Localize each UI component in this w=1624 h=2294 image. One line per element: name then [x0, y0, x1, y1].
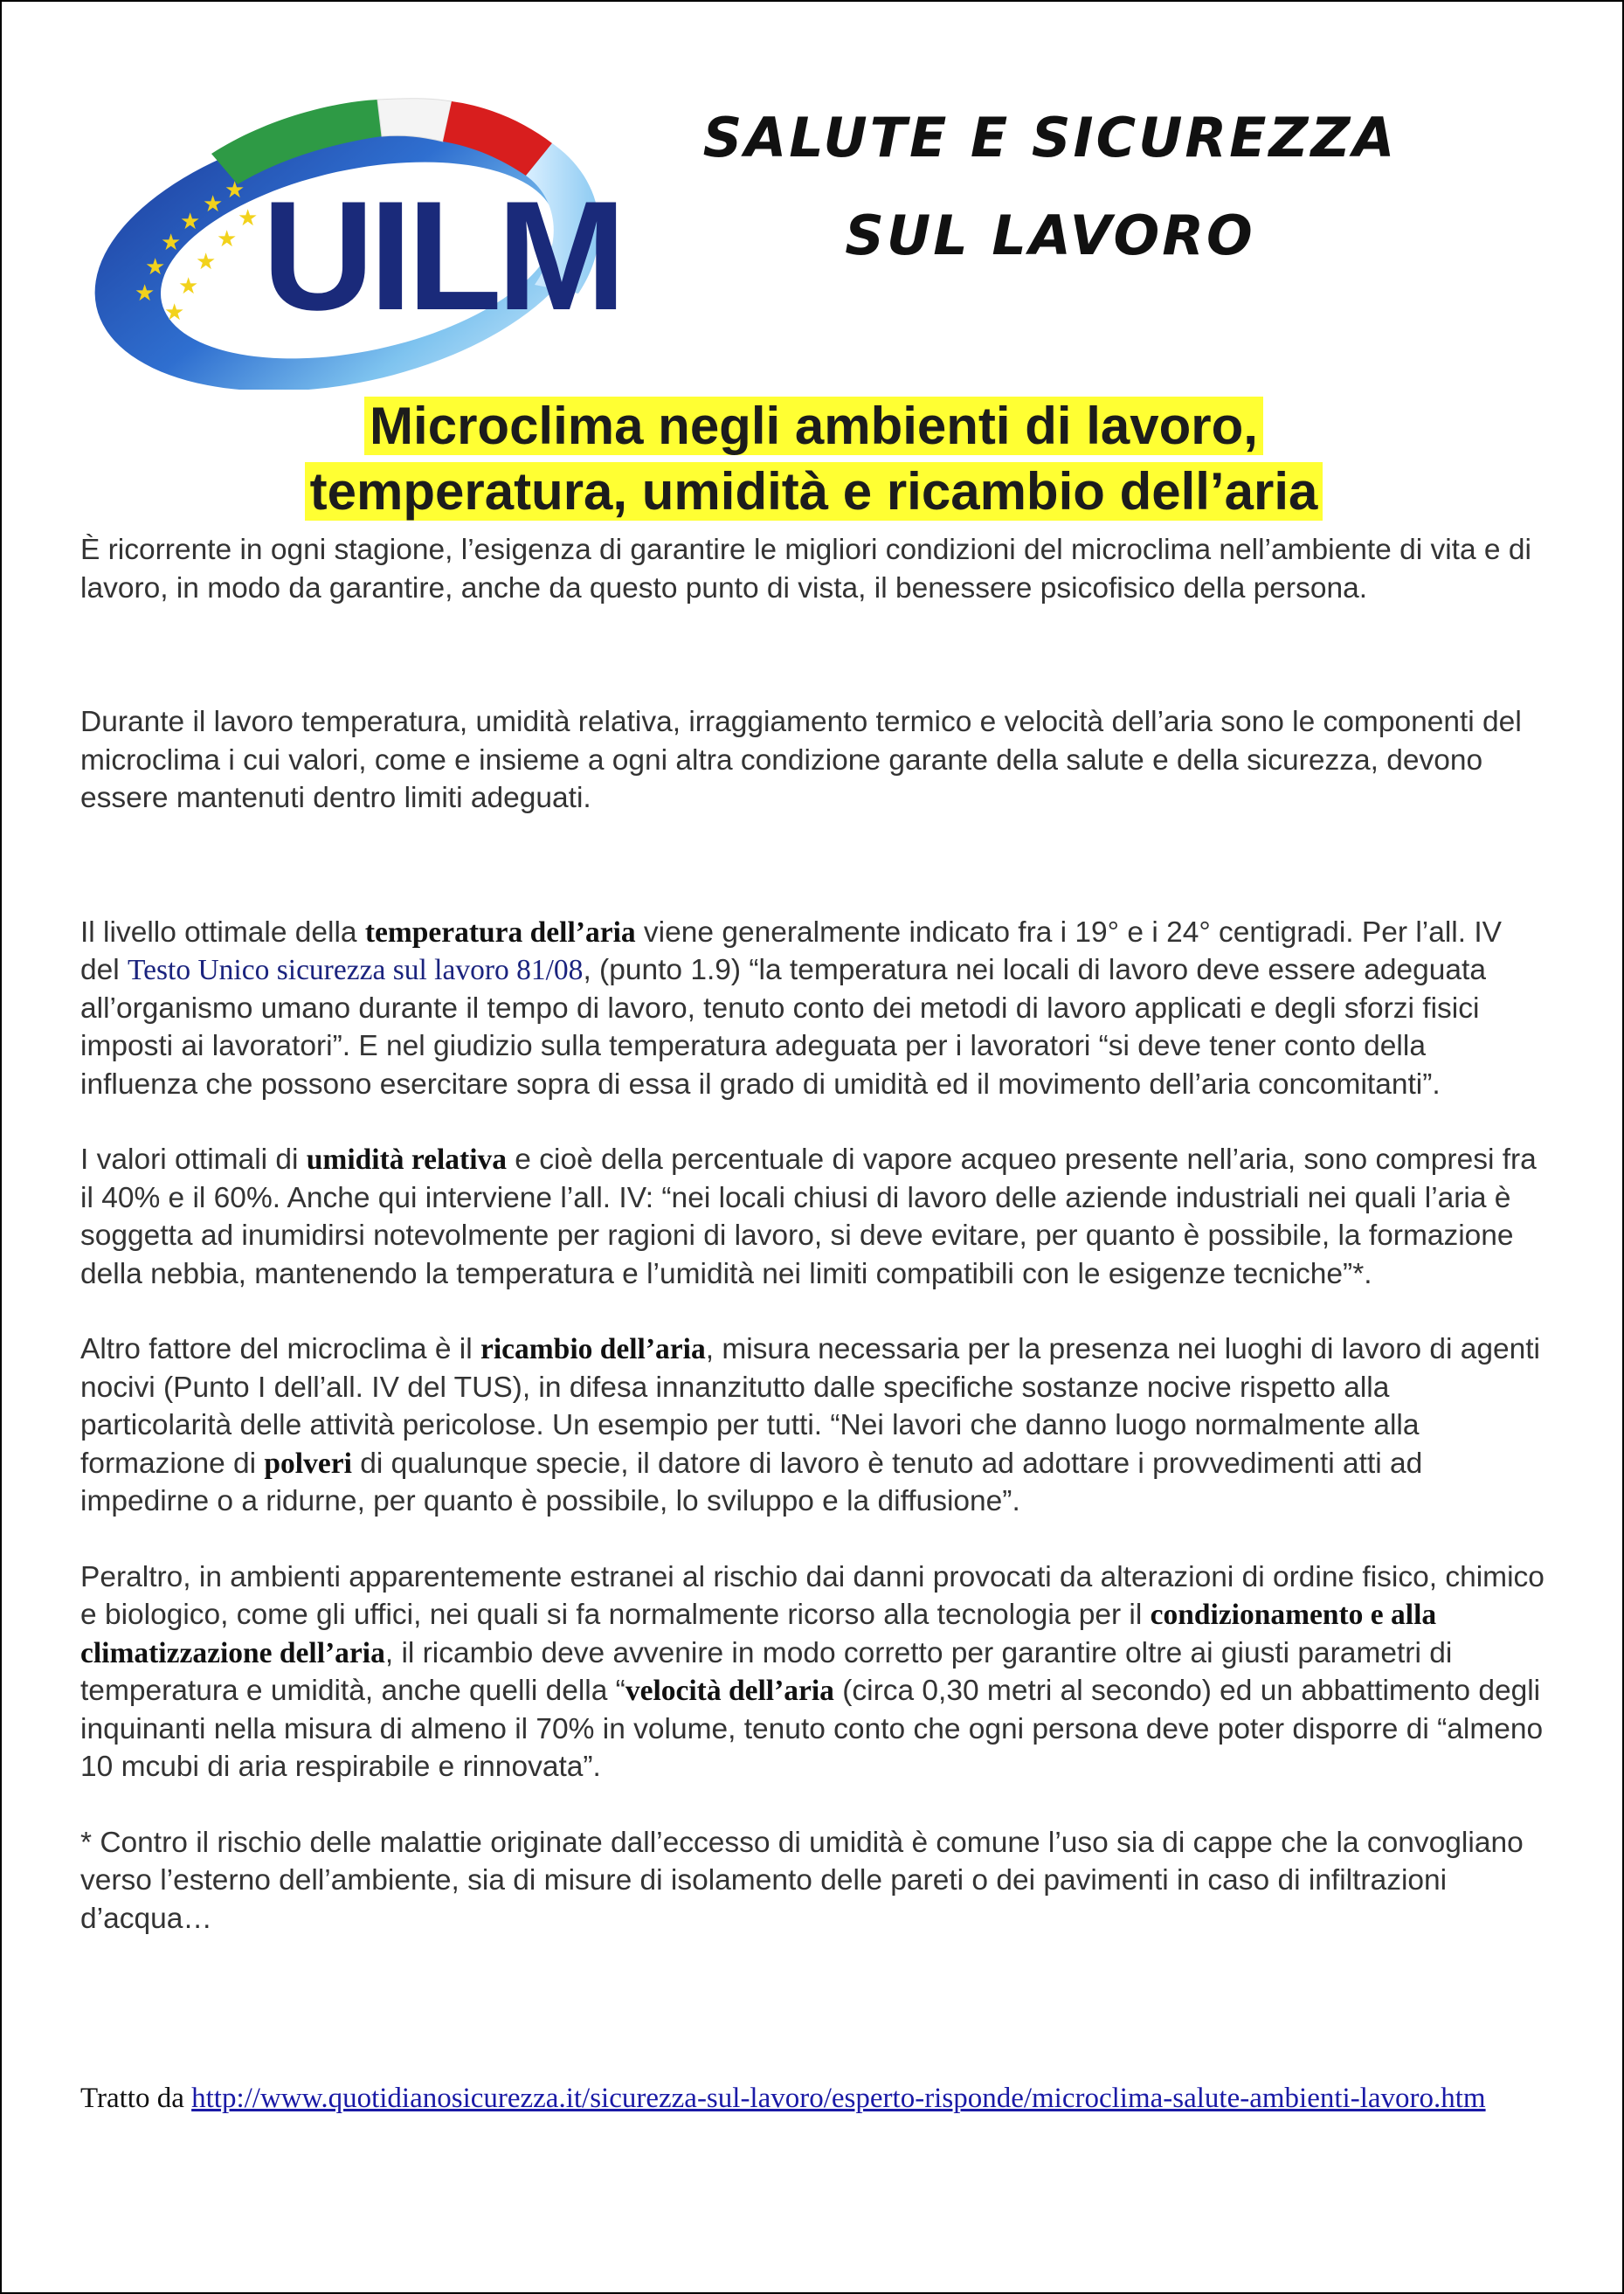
footnote: * Contro il rischio delle malattie originate dall’eccesso di umidità è comune l’uso sia di cappe che la convogliano verso l’esterno dell’ambiente, sia di misure di isolamento delle pareti o dei pavimenti in caso di infiltrazioni d’acqua…: [80, 1826, 1524, 1935]
svg-text:★: ★: [238, 205, 259, 231]
source-credit: [80, 2079, 1548, 2118]
paragraph-4: I valori ottimali di umidità relativa e cioè della percentuale di vapore acqueo presente nell’aria, sono compresi fra il 40% e il 60%. Anche qui interviene l’all. IV: “nei locali chiusi di lavoro delle aziende industriali nei quali l’aria è soggetta ad inumidirsi notevolmente per ragioni di lavoro, si deve evitare, per quanto è possibile, la formazione della nebbia, mantenendo la temperatura e l’umidità nei limiti compatibili con le esigenze tecniche”*.: [80, 1144, 1537, 1290]
paragraph-6: Peraltro, in ambienti apparentemente estranei al rischio dai danni provocati da alterazioni di ordine fisico, chimico e biologico, come gli uffici, nei quali si fa normalmente ricorso alla tecnologia per il condizionamento e alla climatizzazione dell’aria, il ricambio deve avvenire in modo corretto per garantire oltre ai giusti parametri di temperatura e umidità, anche quelli della “velocità dell’aria (circa 0,30 metri al secondo) ed un abbattimento degli inquinanti nella misura di almeno il 70% in volume, tenuto conto che ogni persona deve poter disporre di “almeno 10 mcubi di aria respirabile e rinnovata”.: [80, 1560, 1545, 1783]
paragraph-5: Altro fattore del microclima è il ricambio dell’aria, misura necessaria per la presenza nei luoghi di lavoro di agenti nocivi (Punto I dell’all. IV del TUS), in difesa innanzitutto dalle specifiche sostanze nocive rispetto alla particolarità delle attività pericolose. Un esempio per tutti. “Nei lavori che danno luogo normalmente alla formazione di polveri di qualunque specie, il datore di lavoro è tenuto ad adottare i provvedimenti atti ad impedirne o a ridurne, per quanto è possibile, lo sviluppo e la diffusione”.: [80, 1333, 1540, 1517]
svg-text:★: ★: [196, 249, 217, 275]
main-title-line-1: Microclima negli ambienti di lavoro,: [364, 397, 1263, 455]
term-velocita: velocità dell’aria: [625, 1675, 834, 1707]
logo-text: UILM: [262, 169, 622, 342]
header-title: [666, 89, 1434, 285]
svg-text:★: ★: [203, 191, 224, 218]
term-umidita: umidità relativa: [306, 1144, 507, 1176]
term-ricambio: ricambio dell’aria: [480, 1333, 706, 1365]
source-link[interactable]: http://www.quotidianosicurezza.it/sicurezza-sul-lavoro/esperto-risponde/microclima-salute-ambienti-lavoro.htm: [191, 2083, 1486, 2114]
svg-text:★: ★: [217, 226, 238, 252]
term-polveri: polveri: [264, 1447, 352, 1480]
svg-text:★: ★: [161, 230, 182, 256]
reference-testo-unico: Testo Unico sicurezza sul lavoro 81/08: [128, 954, 584, 986]
main-title: [2, 393, 1624, 524]
term-temperatura: temperatura dell’aria: [364, 916, 636, 949]
main-title-line-2: temperatura, umidità e ricambio dell’aria: [305, 462, 1323, 521]
paragraph-2: Durante il lavoro temperatura, umidità relativa, irraggiamento termico e velocità dell’aria sono le componenti del microclima i cui valori, come e insieme a ogni altra condizione garante della salute e della sicurezza, devono essere mantenuti dentro limiti adeguati.: [80, 706, 1522, 814]
header-title-line-2: SUL LAVORO: [845, 204, 1255, 267]
paragraph-3: Il livello ottimale della temperatura dell’aria viene generalmente indicato fra i 19° e i 24° centigradi. Per l’all. IV del Testo Unico sicurezza sul lavoro 81/08, (punto 1.9) “la temperatura nei locali di lavoro deve essere adeguata all’organismo umano durante il tempo di lavoro, tenuto conto dei metodi di lavoro applicati e degli sforzi fisici imposti ai lavoratori”. E nel giudizio sulla temperatura adeguata per i lavoratori “si deve tener conto della influenza che possono esercitare sopra di essa il grado di umidità ed il movimento dell’aria concomitanti”.: [80, 916, 1503, 1101]
paragraph-1: È ricorrente in ogni stagione, l’esigenza di garantire le migliori condizioni del microclima nell’ambiente di vita e di lavoro, in modo da garantire, anche da questo punto di vista, il benessere psicofisico della persona.: [80, 534, 1531, 605]
source-label: Tratto da: [80, 2083, 192, 2114]
svg-text:★: ★: [225, 177, 245, 204]
svg-text:★: ★: [180, 209, 201, 235]
article-body: [80, 531, 1548, 1938]
svg-text:★: ★: [164, 300, 185, 326]
svg-text:★: ★: [178, 273, 199, 300]
svg-text:★: ★: [135, 280, 155, 307]
header-title-line-1: SALUTE E SICUREZZA: [702, 106, 1398, 169]
term-condizionamento: condizionamento e alla climatizzazione dell’aria: [80, 1599, 1437, 1669]
uilm-logo: [80, 75, 626, 390]
svg-text:★: ★: [145, 254, 166, 280]
